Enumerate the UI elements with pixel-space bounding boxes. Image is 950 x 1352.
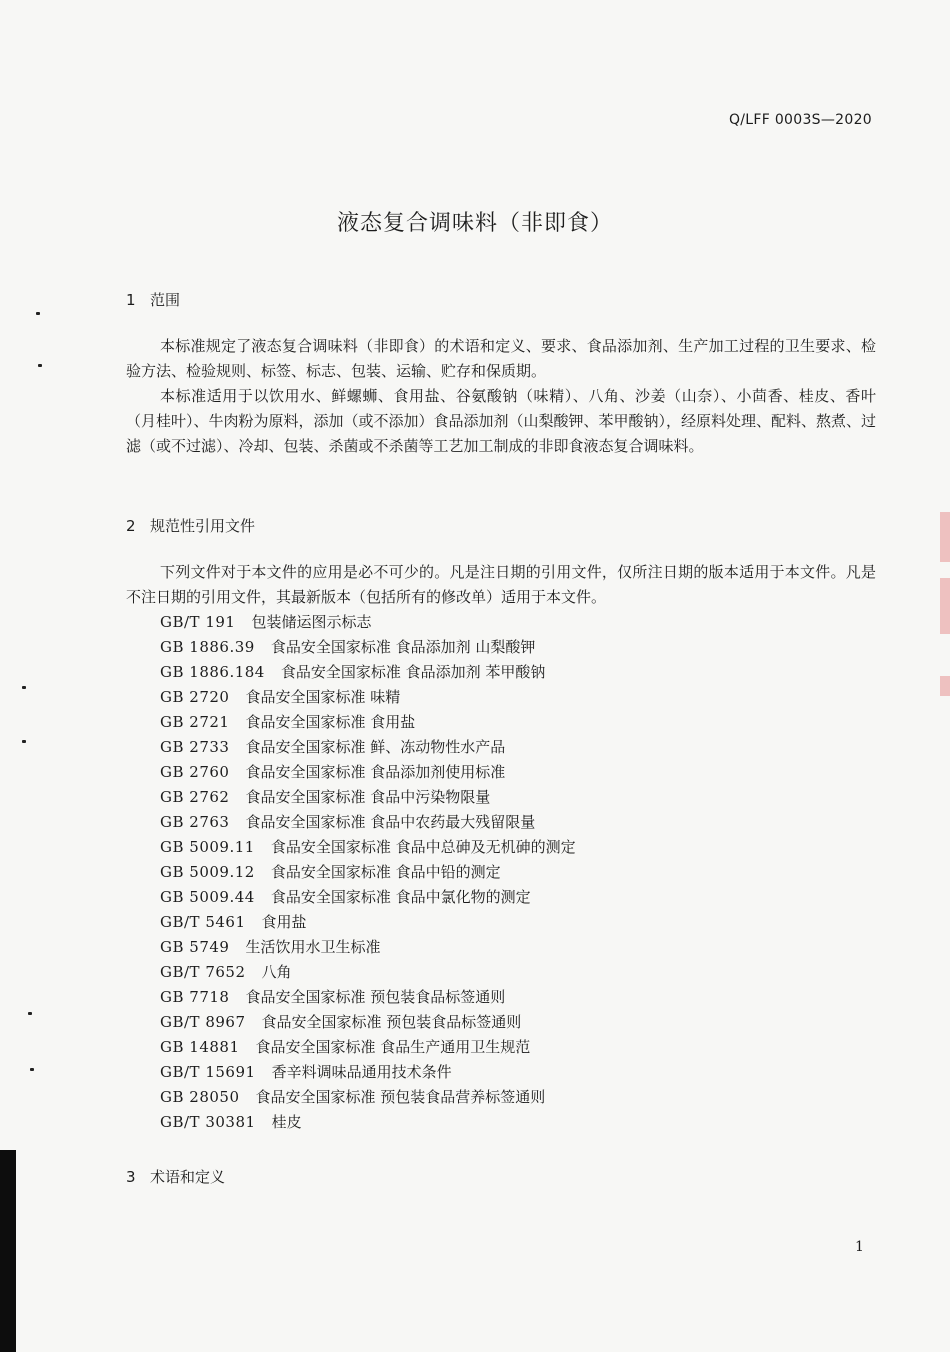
seal-edge — [940, 512, 950, 562]
reference-item — [160, 760, 576, 785]
reference-code: GB/T 15691 — [160, 1063, 256, 1081]
reference-name: 食品安全国家标准 食品中总砷及无机砷的测定 — [270, 838, 576, 856]
reference-item — [160, 1110, 576, 1135]
reference-name: 食品安全国家标准 食品添加剂 苯甲酸钠 — [280, 663, 546, 681]
reference-item — [160, 960, 576, 985]
section-title: 规范性引用文件 — [150, 517, 256, 535]
reference-item — [160, 610, 576, 635]
reference-code: GB 7718 — [160, 988, 230, 1006]
scan-speck — [22, 740, 26, 743]
section-1-heading — [126, 289, 180, 310]
section-3-heading — [126, 1166, 225, 1187]
document-code: Q/LFF 0003S—2020 — [728, 112, 872, 128]
scan-speck — [36, 312, 40, 315]
reference-item — [160, 810, 576, 835]
reference-name: 食品安全国家标准 味精 — [245, 688, 401, 706]
seal-edge — [940, 676, 950, 696]
reference-name: 食品安全国家标准 鲜、冻动物性水产品 — [245, 738, 506, 756]
scan-speck — [30, 1068, 34, 1071]
normative-references-list — [160, 610, 576, 1135]
reference-code: GB 2763 — [160, 813, 230, 831]
reference-item — [160, 885, 576, 910]
reference-name: 食用盐 — [261, 913, 307, 931]
reference-name: 桂皮 — [271, 1113, 302, 1131]
section-number: 1 — [126, 291, 136, 309]
reference-code: GB 1886.39 — [160, 638, 255, 656]
reference-item — [160, 785, 576, 810]
reference-code: GB 5749 — [160, 938, 230, 956]
reference-item — [160, 835, 576, 860]
reference-item — [160, 1035, 576, 1060]
section-number: 2 — [126, 517, 136, 535]
reference-code: GB 1886.184 — [160, 663, 265, 681]
reference-code: GB 5009.11 — [160, 838, 255, 856]
reference-code: GB/T 5461 — [160, 913, 246, 931]
reference-code: GB 2720 — [160, 688, 230, 706]
reference-item — [160, 710, 576, 735]
reference-code: GB 5009.12 — [160, 863, 255, 881]
reference-code: GB/T 191 — [160, 613, 236, 631]
reference-name: 食品安全国家标准 预包装食品营养标签通则 — [255, 1088, 546, 1106]
section-1-paragraph-2: 本标准适用于以饮用水、鲜螺蛳、食用盐、谷氨酸钠（味精）、八角、沙姜（山奈）、小茴香、桂皮、香叶（月桂叶）、牛肉粉为原料，添加（或不添加）食品添加剂（山梨酸钾、苯甲酸钠），经原料处理、配料、熬煮、过滤（或不过滤）、冷却、包装、杀菌或不杀菌等工艺加工制成的非即食液态复合调味料。 — [126, 387, 877, 455]
reference-code: GB/T 30381 — [160, 1113, 256, 1131]
reference-name: 生活饮用水卫生标准 — [245, 938, 381, 956]
section-1-paragraph-1: 本标准规定了液态复合调味料（非即食）的术语和定义、要求、食品添加剂、生产加工过程的卫生要求、检验方法、检验规则、标签、标志、包装、运输、贮存和保质期。 — [126, 337, 876, 380]
reference-code: GB 2762 — [160, 788, 230, 806]
reference-item — [160, 1010, 576, 1035]
seal-edge — [940, 578, 950, 634]
reference-code: GB 28050 — [160, 1088, 240, 1106]
scan-speck — [28, 1012, 32, 1015]
reference-item — [160, 985, 576, 1010]
scan-speck — [22, 686, 26, 689]
reference-code: GB 2760 — [160, 763, 230, 781]
scan-speck — [38, 364, 42, 367]
reference-name: 食品安全国家标准 预包装食品标签通则 — [245, 988, 506, 1006]
scan-edge-shadow — [0, 1150, 16, 1352]
reference-code: GB 2733 — [160, 738, 230, 756]
reference-item — [160, 860, 576, 885]
document-title: 液态复合调味料（非即食） — [336, 211, 613, 236]
reference-item — [160, 935, 576, 960]
reference-name: 食品安全国家标准 食品添加剂 山梨酸钾 — [270, 638, 536, 656]
reference-code: GB/T 7652 — [160, 963, 246, 981]
reference-item — [160, 685, 576, 710]
reference-name: 食品安全国家标准 预包装食品标签通则 — [261, 1013, 522, 1031]
reference-name: 八角 — [261, 963, 292, 981]
reference-name: 香辛料调味品通用技术条件 — [271, 1063, 452, 1081]
reference-name: 食品安全国家标准 食用盐 — [245, 713, 416, 731]
reference-name: 食品安全国家标准 食品中农药最大残留限量 — [245, 813, 536, 831]
reference-name: 食品安全国家标准 食品中氯化物的测定 — [270, 888, 531, 906]
reference-name: 食品安全国家标准 食品生产通用卫生规范 — [255, 1038, 531, 1056]
reference-code: GB 5009.44 — [160, 888, 255, 906]
reference-code: GB/T 8967 — [160, 1013, 246, 1031]
reference-item — [160, 735, 576, 760]
reference-item — [160, 910, 576, 935]
reference-name: 食品安全国家标准 食品中污染物限量 — [245, 788, 491, 806]
section-title: 术语和定义 — [150, 1168, 226, 1186]
page-number: 1 — [855, 1239, 864, 1255]
section-2-heading — [126, 515, 255, 536]
section-2-paragraph-1: 下列文件对于本文件的应用是必不可少的。凡是注日期的引用文件，仅所注日期的版本适用于本文件。凡是不注日期的引用文件，其最新版本（包括所有的修改单）适用于本文件。 — [126, 563, 876, 606]
reference-item — [160, 1060, 576, 1085]
reference-code: GB 14881 — [160, 1038, 240, 1056]
section-number: 3 — [126, 1168, 136, 1186]
reference-item — [160, 660, 576, 685]
reference-item — [160, 1085, 576, 1110]
reference-code: GB 2721 — [160, 713, 230, 731]
reference-item — [160, 635, 576, 660]
reference-name: 包装储运图示标志 — [251, 613, 372, 631]
reference-name: 食品安全国家标准 食品添加剂使用标准 — [245, 763, 506, 781]
reference-name: 食品安全国家标准 食品中铅的测定 — [270, 863, 501, 881]
section-title: 范围 — [150, 291, 181, 309]
